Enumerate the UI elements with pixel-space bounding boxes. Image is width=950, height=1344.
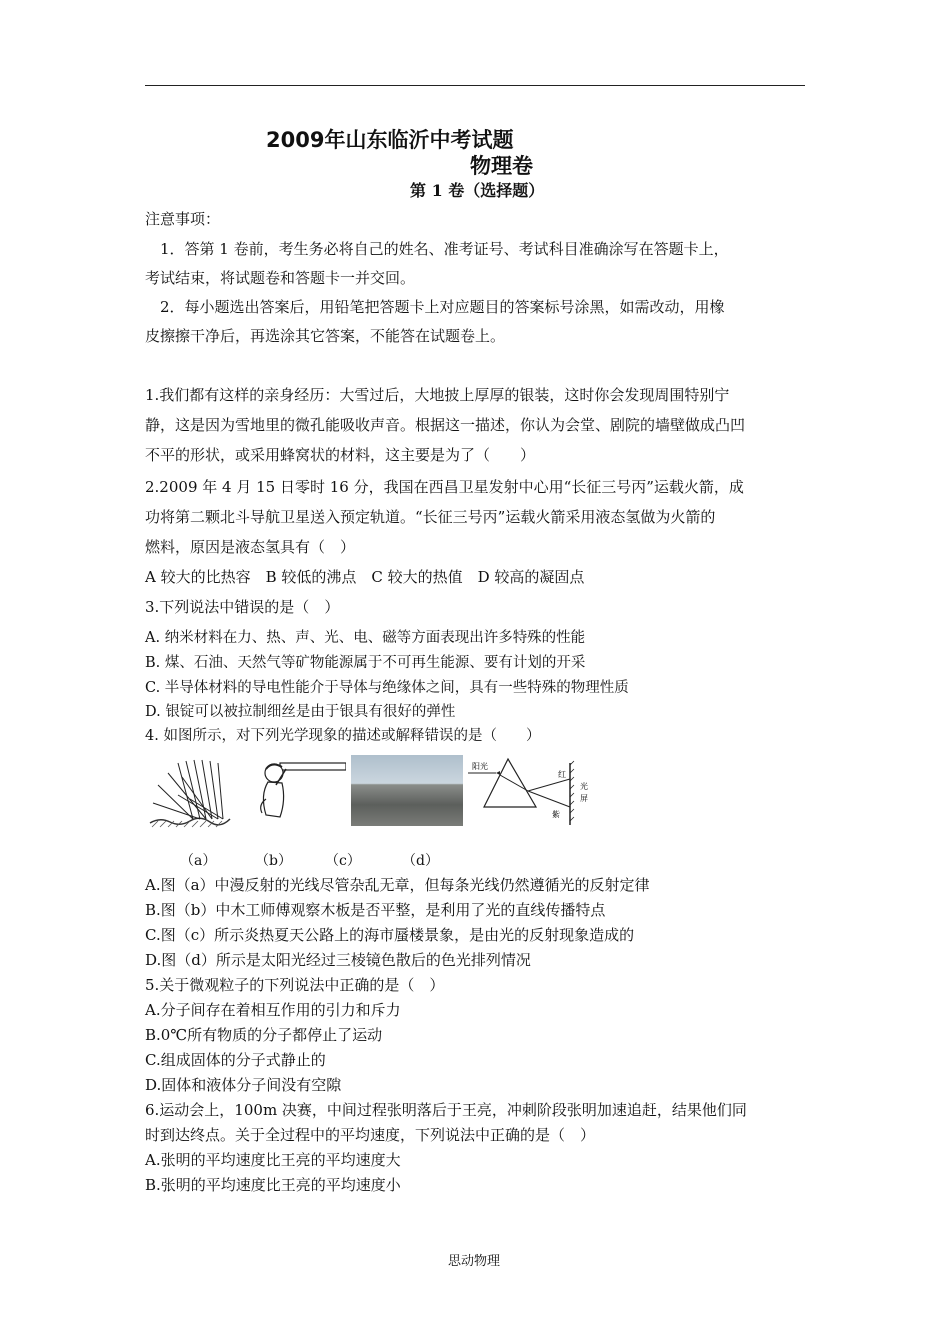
option-line: C.组成固体的分子式静止的: [145, 1051, 326, 1069]
purple-label: 紫: [552, 810, 560, 819]
section-title: 第 1 卷（选择题）: [410, 181, 545, 200]
option-line: A.图（a）中漫反射的光线尽管杂乱无章，但每条光线仍然遵循光的反射定律: [145, 876, 650, 894]
question-line: 3.下列说法中错误的是（ ）: [145, 598, 340, 616]
question-line: 6.运动会上，100m 决赛，中间过程张明落后于王亮，冲刺阶段张明加速追赶，结果他们同: [145, 1101, 747, 1119]
page-title: 2009年山东临沂中考试题: [266, 128, 514, 152]
note-line: 1．答第 1 卷前，考生务必将自己的姓名、准考证号、考试科目准确涂写在答题卡上，: [160, 240, 729, 258]
screen-label: 光: [580, 782, 588, 791]
option-line: D.图（d）所示是太阳光经过三棱镜色散后的色光排列情况: [145, 951, 531, 969]
option-line: B.图（b）中木工师傅观察木板是否平整，是利用了光的直线传播特点: [145, 901, 606, 919]
note-line: 皮擦擦干净后，再选涂其它答案，不能答在试题卷上。: [145, 327, 506, 345]
question-line: 4. 如图所示，对下列光学现象的描述或解释错误的是（ ）: [145, 728, 541, 744]
option-line: A. 纳米材料在力、热、声、光、电、磁等方面表现出许多特殊的性能: [145, 630, 586, 646]
option-line: B.0℃所有物质的分子都停止了运动: [145, 1026, 383, 1044]
option-line: C.图（c）所示炎热夏天公路上的海市蜃楼景象，是由光的反射现象造成的: [145, 926, 635, 944]
figure-label-a: （a）: [180, 853, 217, 869]
notes-heading: 注意事项：: [145, 210, 221, 228]
prism-dispersion-figure: [466, 755, 596, 830]
figure-label-c: （c）: [325, 853, 361, 869]
question-line: 时到达终点。关于全过程中的平均速度，下列说法中正确的是（ ）: [145, 1126, 596, 1144]
road-mirage-photo: [351, 755, 463, 826]
note-line: 考试结束，将试题卷和答题卡一并交回。: [145, 269, 416, 287]
option-line: D. 银锭可以被拉制细丝是由于银具有很好的弹性: [145, 704, 456, 720]
page-footer: 思动物理: [448, 1254, 501, 1269]
answer-options: A 较大的比热容 B 较低的沸点 C 较大的热值 D 较高的凝固点: [145, 568, 585, 586]
option-line: D.固体和液体分子间没有空隙: [145, 1076, 342, 1094]
option-line: A.分子间存在着相互作用的引力和斥力: [145, 1001, 401, 1019]
question-line: 功将第二颗北斗导航卫星送入预定轨道。“长征三号丙”运载火箭采用液态氢做为火箭的: [145, 508, 716, 526]
optics-figures: [148, 755, 598, 830]
figure-label-d: （d）: [402, 853, 439, 869]
figure-label-b: （b）: [255, 853, 292, 869]
screen-label: 屏: [580, 794, 588, 803]
note-line: 2．每小题选出答案后，用铅笔把答题卡上对应题目的答案标号涂黑，如需改动，用橡: [160, 298, 725, 316]
question-line: 燃料，原因是液态氢具有（ ）: [145, 538, 356, 556]
question-line: 5.关于微观粒子的下列说法中正确的是（ ）: [145, 976, 445, 994]
question-line: 2.2009 年 4 月 15 日零时 16 分，我国在西昌卫星发射中心用“长征三号丙”运载火箭，成: [145, 478, 744, 496]
sun-label: 阳光: [472, 762, 488, 771]
option-line: B.张明的平均速度比王亮的平均速度小: [145, 1176, 401, 1194]
question-line: 1.我们都有这样的亲身经历：大雪过后，大地披上厚厚的银装，这时你会发现周围特别宁: [145, 386, 730, 404]
option-line: B. 煤、石油、天然气等矿物能源属于不可再生能源、要有计划的开采: [145, 655, 586, 671]
header-rule: [145, 85, 805, 86]
option-line: C. 半导体材料的导电性能介于导体与绝缘体之间，具有一些特殊的物理性质: [145, 680, 629, 696]
option-line: A.张明的平均速度比王亮的平均速度大: [145, 1151, 401, 1169]
question-line: 静，这是因为雪地里的微孔能吸收声音。根据这一描述，你认为会堂、剧院的墙壁做成凸凹: [145, 416, 746, 434]
red-label: 红: [558, 770, 566, 779]
question-line: 不平的形状，或采用蜂窝状的材料，这主要是为了（ ）: [145, 446, 536, 464]
carpenter-figure: [256, 755, 346, 830]
diffuse-reflection-figure: [148, 755, 238, 830]
page-subtitle: 物理卷: [470, 154, 533, 178]
